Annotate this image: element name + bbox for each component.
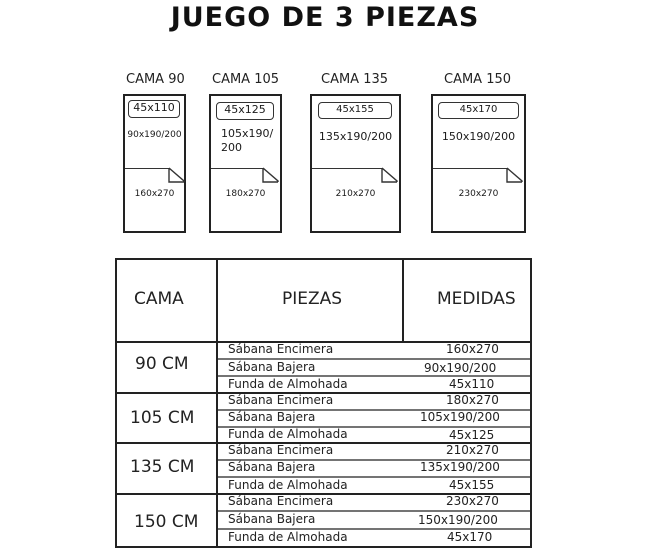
fitted-size-150: 150x190/200	[441, 130, 516, 143]
header-cama: CAMA	[134, 289, 184, 309]
measure-cell: 210x270	[446, 443, 499, 457]
page-title: JUEGO DE 3 PIEZAS	[170, 2, 480, 33]
fitted-size-105-b: 200	[221, 141, 242, 154]
fitted-size-135: 135x190/200	[318, 130, 393, 143]
flat-size-105: 180x270	[225, 189, 266, 199]
bed-label-150: CAMA 150	[444, 72, 512, 87]
bed-size-cell: 105 CM	[130, 408, 195, 428]
measure-cell: 180x270	[446, 393, 499, 407]
bed-label-135: CAMA 135	[321, 72, 389, 87]
measure-cell: 150x190/200	[418, 513, 498, 527]
flat-size-135: 210x270	[335, 189, 376, 199]
fitted-size-90: 90x190/200	[127, 130, 182, 140]
flat-size-90: 160x270	[134, 189, 175, 199]
piece-name-cell: Sábana Encimera	[228, 342, 334, 356]
flat-size-150: 230x270	[458, 189, 499, 199]
piece-name-cell: Sábana Bajera	[228, 512, 316, 526]
piece-name-cell: Sábana Bajera	[228, 410, 316, 424]
measure-cell: 45x110	[449, 377, 495, 391]
bed-size-cell: 90 CM	[135, 354, 189, 374]
piece-name-cell: Funda de Almohada	[228, 530, 348, 544]
piece-name-cell: Sábana Encimera	[228, 443, 334, 457]
measure-cell: 45x170	[447, 530, 493, 544]
fitted-size-105-a: 105x190/	[221, 127, 274, 140]
bed-label-90: CAMA 90	[126, 72, 185, 87]
pillow-size-90: 45x110	[128, 100, 180, 118]
bed-size-cell: 135 CM	[130, 457, 195, 477]
piece-name-cell: Sábana Encimera	[228, 494, 334, 508]
measure-cell: 45x155	[449, 478, 495, 492]
measure-cell: 105x190/200	[420, 410, 500, 424]
measure-cell: 160x270	[446, 342, 499, 356]
measure-cell: 135x190/200	[420, 460, 500, 474]
piece-name-cell: Sábana Bajera	[228, 360, 316, 374]
header-medidas: MEDIDAS	[437, 289, 516, 309]
measure-cell: 45x125	[449, 428, 495, 442]
bed-size-cell: 150 CM	[134, 512, 199, 532]
header-piezas: PIEZAS	[282, 289, 343, 309]
pillow-size-135: 45x155	[318, 102, 392, 119]
piece-name-cell: Sábana Bajera	[228, 460, 316, 474]
piece-name-cell: Funda de Almohada	[228, 478, 348, 492]
piece-name-cell: Funda de Almohada	[228, 377, 348, 391]
pillow-size-105: 45x125	[216, 102, 274, 120]
measure-cell: 90x190/200	[424, 361, 497, 375]
pillow-size-150: 45x170	[438, 102, 519, 119]
piece-name-cell: Sábana Encimera	[228, 393, 334, 407]
piece-name-cell: Funda de Almohada	[228, 427, 348, 441]
bed-label-105: CAMA 105	[212, 72, 280, 87]
measure-cell: 230x270	[446, 494, 499, 508]
